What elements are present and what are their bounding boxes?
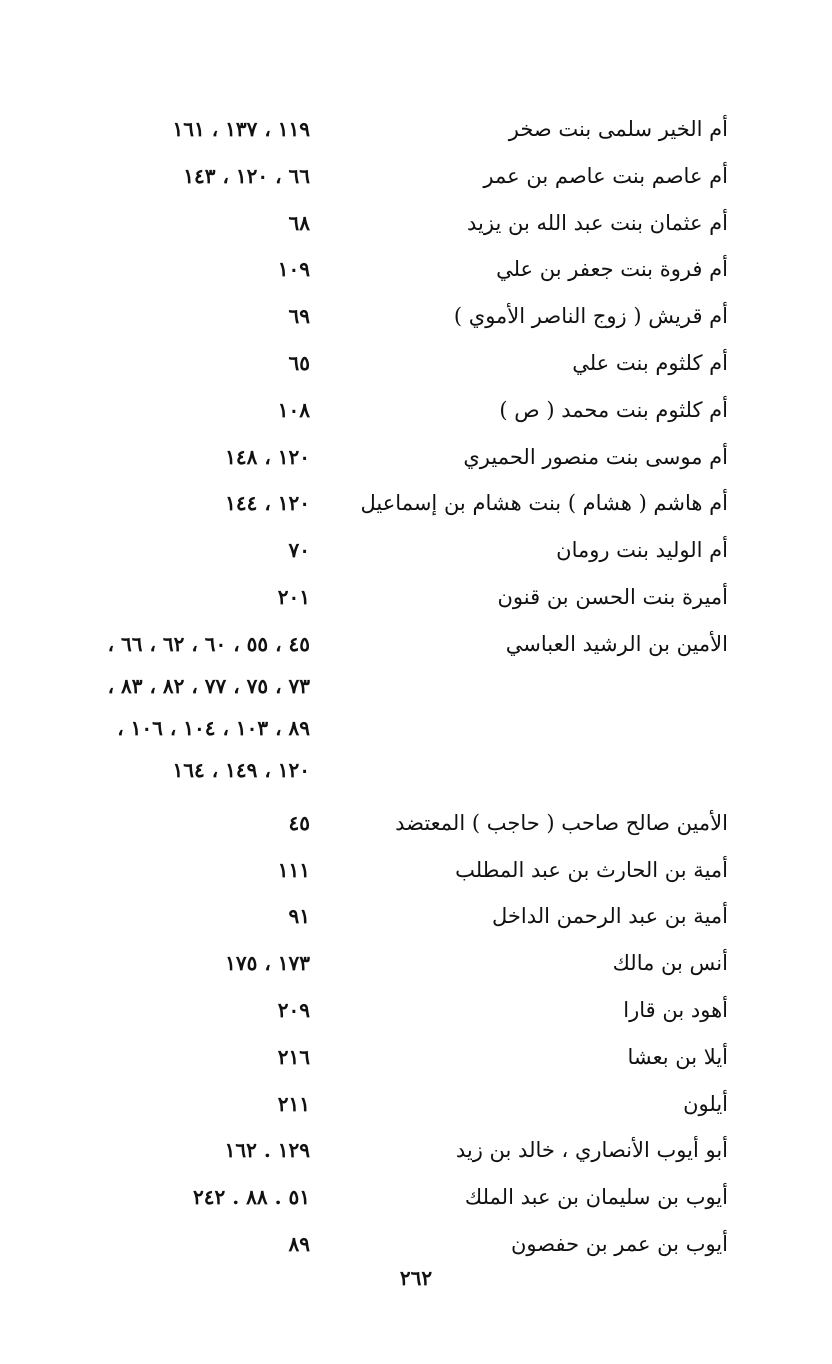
index-entry [0,153,832,200]
entry-page-refs [0,847,310,889]
entry-page-refs [0,940,310,982]
entry-name: أم عاصم بنت عاصم بن عمر [483,163,728,188]
entry-page-refs [0,434,310,476]
page-refs-line: ٧٠ [288,538,310,563]
index-entry [0,1034,832,1081]
entry-page-refs [0,246,310,288]
index-entry [0,293,832,340]
entry-name: أيوب بن سليمان بن عبد الملك [464,1185,728,1210]
page-refs-line: ١٠٩ [277,257,310,282]
entry-name: أيوب بن عمر بن حفصون [510,1231,728,1256]
entry-name: أم الخير سلمى بنت صخر [508,117,728,141]
entry-page-refs [0,893,310,935]
page-refs-line: ١٢٠ ، ١٤٤ [225,491,310,516]
entry-name: أم فروة بنت جعفر بن علي [496,257,728,282]
entry-page-refs [0,1127,310,1169]
page-refs-line: ٦٥ [288,350,310,375]
page-refs-line: ٢٠٩ [277,997,310,1022]
entry-name: أم موسى بنت منصور الحميري [463,444,728,469]
index-entry [0,987,832,1034]
entry-page-refs [0,293,310,335]
entry-page-refs [0,480,310,522]
index-entry [0,893,832,940]
page-refs-line: ٦٨ [288,210,310,235]
entry-name: أبو أيوب الأنصاري ، خالد بن زيد [455,1138,728,1163]
index-entry [0,940,832,987]
page-refs-line: ٨٩ [288,1231,310,1256]
page-refs-line: ٨٩ ، ١٠٣ ، ١٠٤ ، ١٠٦ ، [117,715,310,740]
entry-page-refs [0,387,310,429]
entry-page-refs [0,1081,310,1123]
page-refs-line: ٩١ [288,904,310,929]
page-refs-line: ١١٩ ، ١٣٧ ، ١٦١ [172,117,310,141]
entry-page-refs [0,200,310,242]
page-refs-line: ١١١ [277,857,310,882]
index-entry [0,246,832,293]
index-entry [0,847,832,894]
entry-page-refs [0,621,310,789]
entry-name: أم الوليد بنت رومان [556,538,728,563]
index-entry [0,1174,832,1221]
index-entry [0,1081,832,1128]
entry-page-refs [0,1221,310,1263]
page-refs-line: ١٢٠ ، ١٤٩ ، ١٦٤ [172,757,310,782]
entry-name: أم عثمان بنت عبد الله بن يزيد [467,210,728,235]
index-entry [0,387,832,434]
index-entry [0,574,832,621]
entry-name: أهود بن قارا [623,997,728,1022]
index-entry [0,621,832,800]
entry-name: أمية بن الحارث بن عبد المطلب [455,857,728,882]
entry-name: الأمين صالح صاحب ( حاجب ) المعتضد [395,810,728,835]
page-refs-line: ٢٠١ [277,584,310,609]
index-entry [0,434,832,481]
entry-page-refs [0,1174,310,1216]
entry-page-refs [0,800,310,842]
index-entry [0,480,832,527]
entry-name: الأمين بن الرشيد العباسي [505,631,728,656]
page-refs-line: ٢١١ [277,1091,310,1116]
index-entry [0,527,832,574]
page-refs-line: ١٧٣ ، ١٧٥ [225,951,310,976]
page-refs-line: ٢١٦ [277,1044,310,1069]
index-entry [0,1221,832,1268]
entry-name: أم قريش ( زوج الناصر الأموي ) [453,304,728,329]
index-entry [0,800,832,847]
entry-page-refs [0,1034,310,1076]
page-refs-line: ١٢٠ ، ١٤٨ [225,444,310,469]
entry-page-refs [0,987,310,1029]
entry-page-refs [0,153,310,195]
entry-name: أم كلثوم بنت محمد ( ص ) [499,397,728,422]
page-refs-line: ١٠٨ [277,397,310,422]
page-refs-line: ١٢٩ . ١٦٢ [224,1138,310,1163]
page-refs-line: ٧٣ ، ٧٥ ، ٧٧ ، ٨٢ ، ٨٣ ، [107,673,310,698]
page-number: ٢٦٢ [399,1266,433,1290]
index-entry [0,340,832,387]
entry-name: أم هاشم ( هشام ) بنت هشام بن إسماعيل [360,491,728,516]
index-entry [0,106,832,153]
page-refs-line: ٤٥ ، ٥٥ ، ٦٠ ، ٦٢ ، ٦٦ ، [107,631,310,656]
page-refs-line: ٤٥ [288,810,310,835]
entry-page-refs [0,574,310,616]
entry-name: أميرة بنت الحسن بن قنون [497,584,728,609]
page-refs-line: ٦٦ ، ١٢٠ ، ١٤٣ [183,163,310,188]
entry-name: أمية بن عبد الرحمن الداخل [491,904,728,929]
entry-page-refs [0,527,310,569]
entry-name: أم كلثوم بنت علي [572,350,728,375]
index-entry [0,1127,832,1174]
entry-name: أيلا بن بعشا [627,1044,728,1069]
page-refs-line: ٦٩ [288,304,310,329]
entry-page-refs [0,106,310,148]
entry-name: أيلون [683,1091,728,1116]
entry-page-refs [0,340,310,382]
page-refs-line: ٥١ . ٨٨ . ٢٤٢ [193,1185,310,1210]
entry-name: أنس بن مالك [612,951,728,976]
index-entries [0,106,832,1268]
index-entry [0,200,832,247]
